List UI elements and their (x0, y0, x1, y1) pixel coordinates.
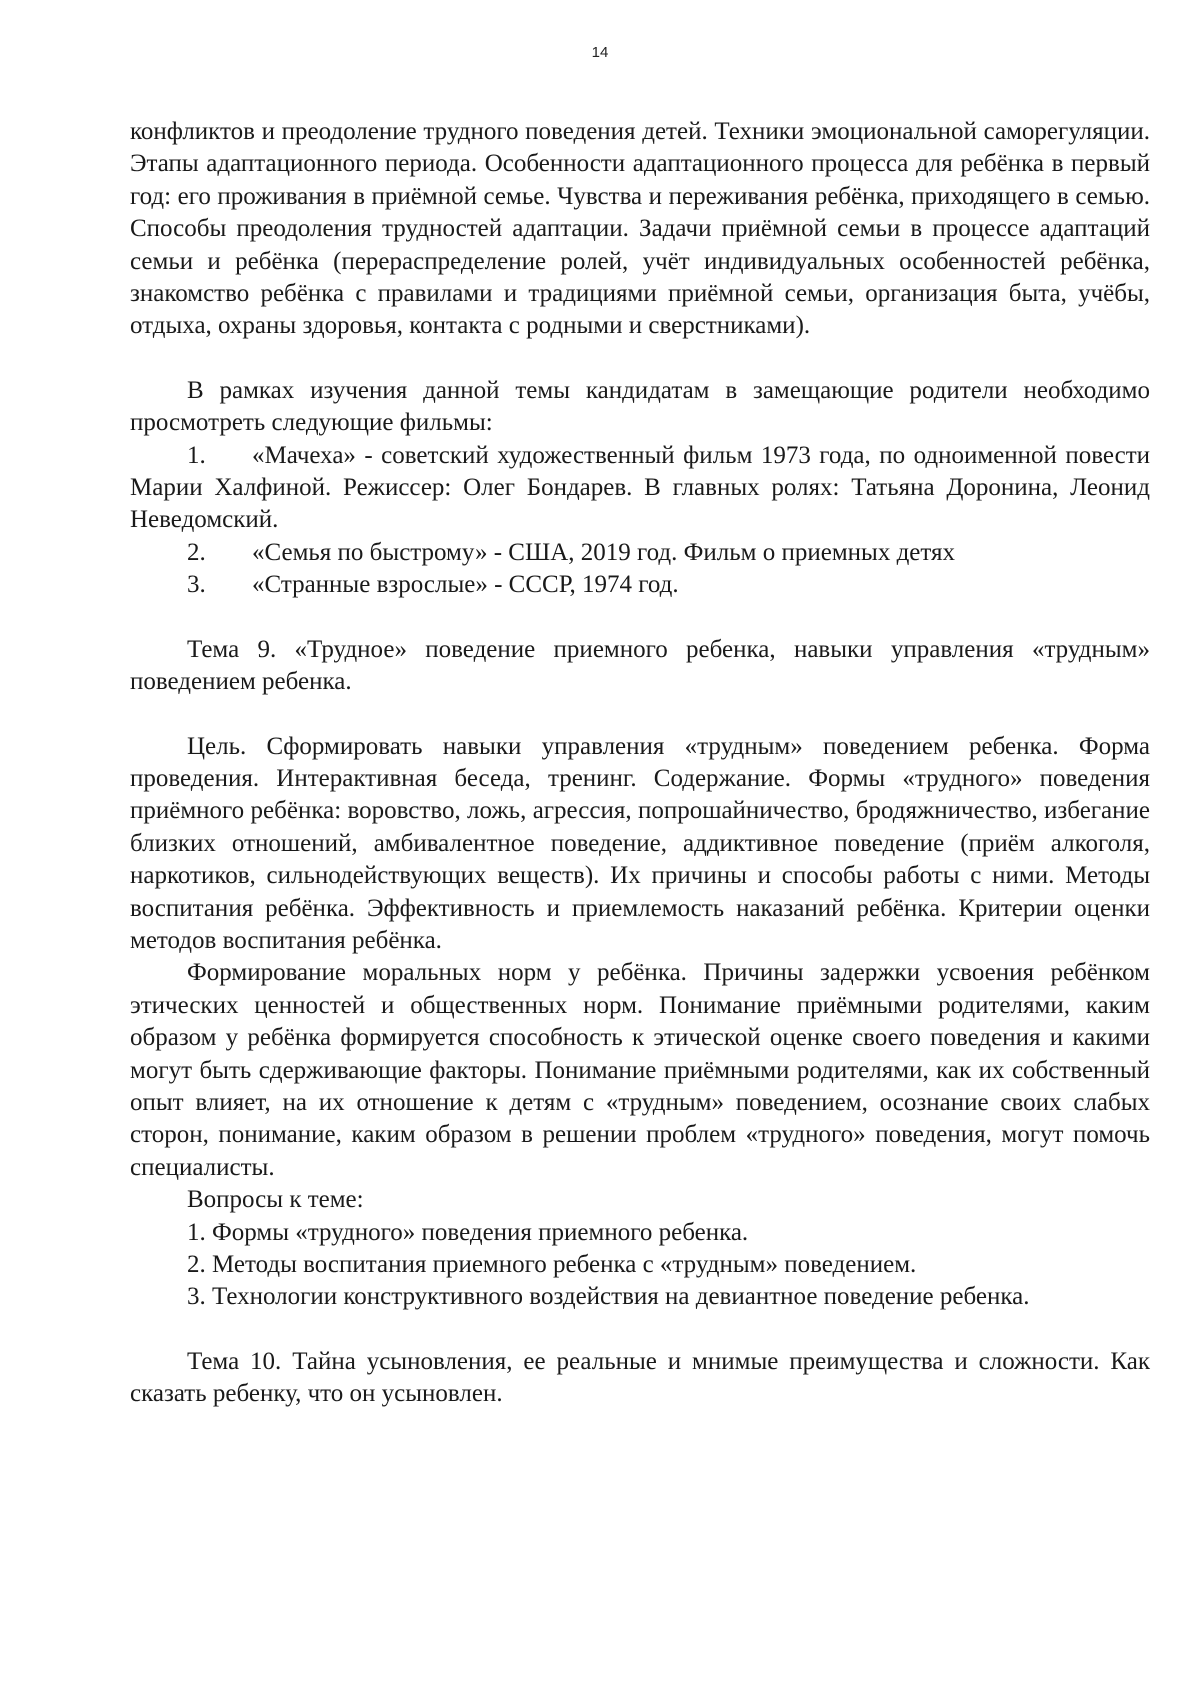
spacer (130, 343, 1150, 375)
spacer (130, 699, 1150, 731)
film-text: «Мачеха» - советский художественный фильм 1973 года, по одноименной повести Марии Халфиной. Режиссер: Олег Бондарев. В главных ролях: Татьяна Доронина, Леонид Неведомский. (130, 441, 1150, 534)
film-number: 3. (187, 571, 206, 599)
film-item (130, 537, 1150, 569)
question-item: 1. Формы «трудного» поведения приемного ребенка. (187, 1218, 749, 1246)
film-item (130, 569, 1150, 601)
film-item (130, 440, 1150, 537)
question-item: 3. Технологии конструктивного воздействия на девиантное поведение ребенка. (187, 1283, 1030, 1311)
page-content (130, 116, 1150, 1411)
spacer (130, 1314, 1150, 1346)
topic10-title: Тема 10. Тайна усыновления, ее реальные и мнимые преимущества и сложности. Как сказать ребенку, что он усыновлен. (130, 1347, 1150, 1408)
topic9-moral-paragraph: Формирование моральных норм у ребёнка. Причины задержки усвоения ребёнком этических ценностей и общественных норм. Понимание приёмными родителями, каким образом у ребёнка формируется способность к этической оценке своего поведения и какими могут быть сдерживающие факторы. Понимание приёмными родителями, как их собственный опыт влияет, на их отношение к детям с «трудным» поведением, осознание своих слабых сторон, понимание, каким образом в решении проблем «трудного» поведения, могут помочь специалисты. (130, 959, 1150, 1181)
film-number: 2. (187, 538, 206, 566)
question-item: 2. Методы воспитания приемного ребенка с «трудным» поведением. (187, 1251, 917, 1278)
questions-label: Вопросы к теме: (187, 1186, 364, 1214)
film-text: «Странные взрослые» - СССР, 1974 год. (252, 571, 679, 599)
film-text: «Семья по быстрому» - США, 2019 год. Фильм о приемных детях (252, 538, 955, 566)
film-number: 1. (187, 441, 206, 469)
topic9-goal-paragraph: Цель. Сформировать навыки управления «трудным» поведением ребенка. Форма проведения. Интерактивная беседа, тренинг. Содержание. Формы «трудного» поведения приёмного ребёнка: воровство, ложь, агрессия, попрошайничество, бродяжничество, избегание близких отношений, амбивалентное поведение, аддиктивное поведение (приём алкоголя, наркотиков, сильнодействующих веществ). Их причины и способы работы с ними. Методы воспитания ребёнка. Эффективность и приемлемость наказаний ребёнка. Критерии оценки методов воспитания ребёнка. (130, 732, 1150, 954)
topic9-title: Тема 9. «Трудное» поведение приемного ребенка, навыки управления «трудным» поведением ребенка. (130, 635, 1150, 696)
page-number: 14 (591, 44, 609, 61)
adaptation-paragraph: конфликтов и преодоление трудного поведения детей. Техники эмоциональной саморегуляции. Этапы адаптационного периода. Особенности адаптационного процесса для ребёнка в первый год: его проживания в приёмной семье. Чувства и переживания ребёнка, приходящего в семью. Способы преодоления трудностей адаптации. Задачи приёмной семьи в процессе адаптаций семьи и ребёнка (перераспределение ролей, учёт индивидуальных особенностей ребёнка, знакомство ребёнка с правилами и традициями приёмной семьи, организация быта, учёбы, отдыха, охраны здоровья, контакта с родными и сверстниками). (130, 118, 1150, 340)
spacer (130, 602, 1150, 634)
films-intro: В рамках изучения данной темы кандидатам в замещающие родители необходимо просмотреть следующие фильмы: (130, 376, 1150, 437)
